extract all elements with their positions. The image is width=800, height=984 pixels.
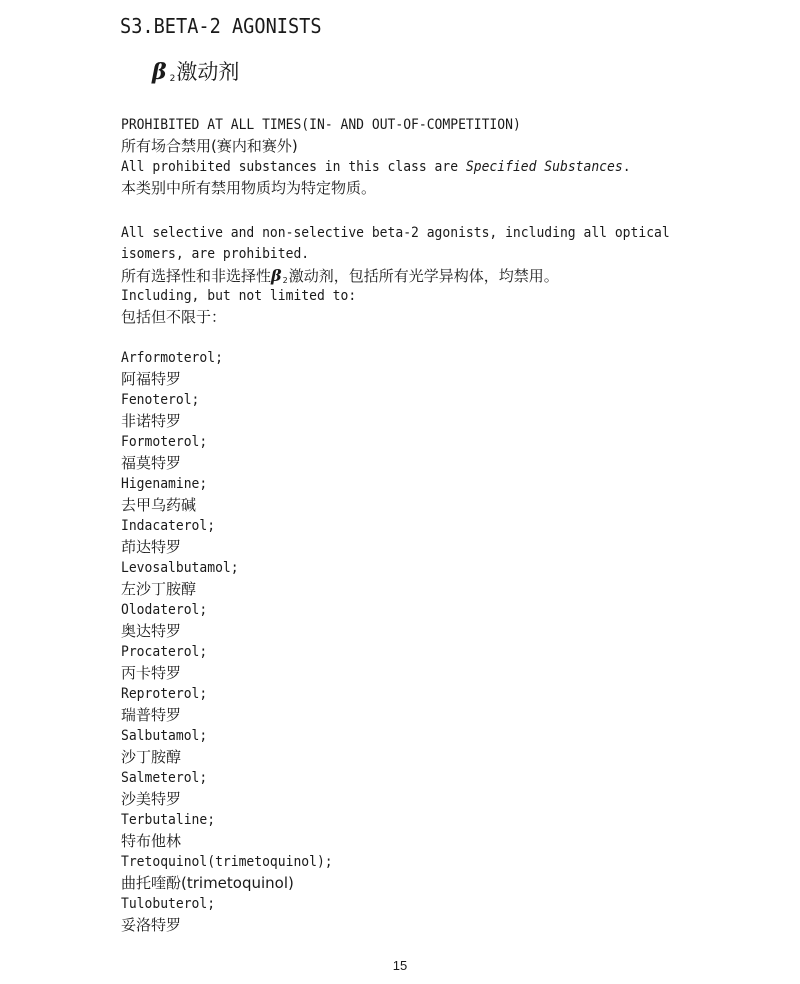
specified-italic: Specified Substances (465, 159, 623, 175)
substance-name-en: Salmeterol; (121, 770, 208, 786)
subtitle-text: 激动剂 (176, 60, 240, 84)
specified-substances-line (121, 157, 679, 178)
substance-name-en: Tulobuterol; (121, 896, 216, 912)
list-item (121, 768, 721, 810)
list-item (121, 600, 721, 642)
statement-block (121, 223, 721, 328)
statement-zh (121, 265, 721, 286)
list-item (121, 348, 721, 390)
section-subtitle (152, 56, 239, 86)
substance-name-zh: 沙丁胺醇 (121, 748, 182, 766)
list-item (121, 558, 721, 600)
list-item (121, 474, 721, 516)
specified-prefix: All prohibited substances in this class are (121, 159, 466, 175)
substance-name-zh: 沙美特罗 (121, 790, 182, 808)
page-number: 15 (392, 958, 408, 973)
statement-line-2: isomers, are prohibited. (121, 246, 310, 262)
prohibited-header-paren: (IN- AND OUT-OF-COMPETITION) (301, 117, 521, 133)
list-item (121, 810, 721, 852)
substance-name-en: Salbutamol; (121, 728, 208, 744)
substance-name-en: Formoterol; (121, 434, 208, 450)
substance-name-en: Fenoterol; (121, 392, 200, 408)
substance-name-en: Indacaterol; (121, 518, 216, 534)
statement-line-1: All selective and non-selective beta-2 agonists, including all optical (121, 225, 670, 241)
substance-name-en: Higenamine; (121, 476, 208, 492)
substance-name-zh: 去甲乌药碱 (121, 496, 197, 514)
substance-name-zh: 福莫特罗 (121, 454, 182, 472)
substance-name-zh: 阿福特罗 (121, 370, 182, 388)
beta-subscript: 2 (169, 74, 176, 84)
substance-name-zh: 茚达特罗 (121, 538, 182, 556)
substance-name-zh: 特布他林 (121, 832, 182, 850)
substance-name-en: Tretoquinol(trimetoquinol); (121, 854, 333, 870)
substance-list (121, 348, 721, 936)
substance-name-zh: 瑞普特罗 (121, 706, 182, 724)
specified-substances-zh: 本类别中所有禁用物质均为特定物质。 (121, 179, 377, 197)
substance-name-en: Levosalbutamol; (121, 560, 239, 576)
list-item (121, 726, 721, 768)
substance-name-en: Reproterol; (121, 686, 208, 702)
substance-name-zh: 奥达特罗 (121, 622, 182, 640)
section-title: S3.BETA-2 AGONISTS (120, 14, 322, 38)
substance-name-zh: 丙卡特罗 (121, 664, 182, 682)
statement-beta-symbol: β (271, 266, 282, 285)
statement-zh-prefix: 所有选择性和非选择性 (121, 267, 272, 285)
including-line: Including, but not limited to: (121, 288, 357, 304)
statement-beta-subscript: 2 (282, 276, 288, 285)
list-item (121, 894, 721, 936)
beta-symbol: β (152, 59, 167, 85)
list-item (121, 852, 721, 894)
prohibited-header (121, 115, 679, 136)
substance-name-en: Olodaterol; (121, 602, 208, 618)
including-zh: 包括但不限于： (121, 308, 227, 326)
substance-name-en: Procaterol; (121, 644, 208, 660)
substance-name-en: Arformoterol; (121, 350, 223, 366)
statement-zh-suffix: 激动剂，包括所有光学异构体，均禁用。 (288, 267, 559, 285)
prohibited-header-zh: 所有场合禁用(赛内和赛外) (121, 137, 298, 155)
specified-suffix: . (622, 159, 631, 175)
list-item (121, 390, 721, 432)
prohibited-header-caps: PROHIBITED AT ALL TIMES (121, 117, 302, 133)
list-item (121, 684, 721, 726)
list-item (121, 432, 721, 474)
substance-name-zh: 左沙丁胺醇 (121, 580, 197, 598)
prohibited-block (121, 115, 721, 199)
substance-name-zh: 非诺特罗 (121, 412, 182, 430)
list-item (121, 642, 721, 684)
substance-name-en: Terbutaline; (121, 812, 216, 828)
substance-name-zh: 妥洛特罗 (121, 916, 182, 934)
list-item (121, 516, 721, 558)
substance-name-zh: 曲托喹酚(trimetoquinol) (121, 874, 294, 892)
